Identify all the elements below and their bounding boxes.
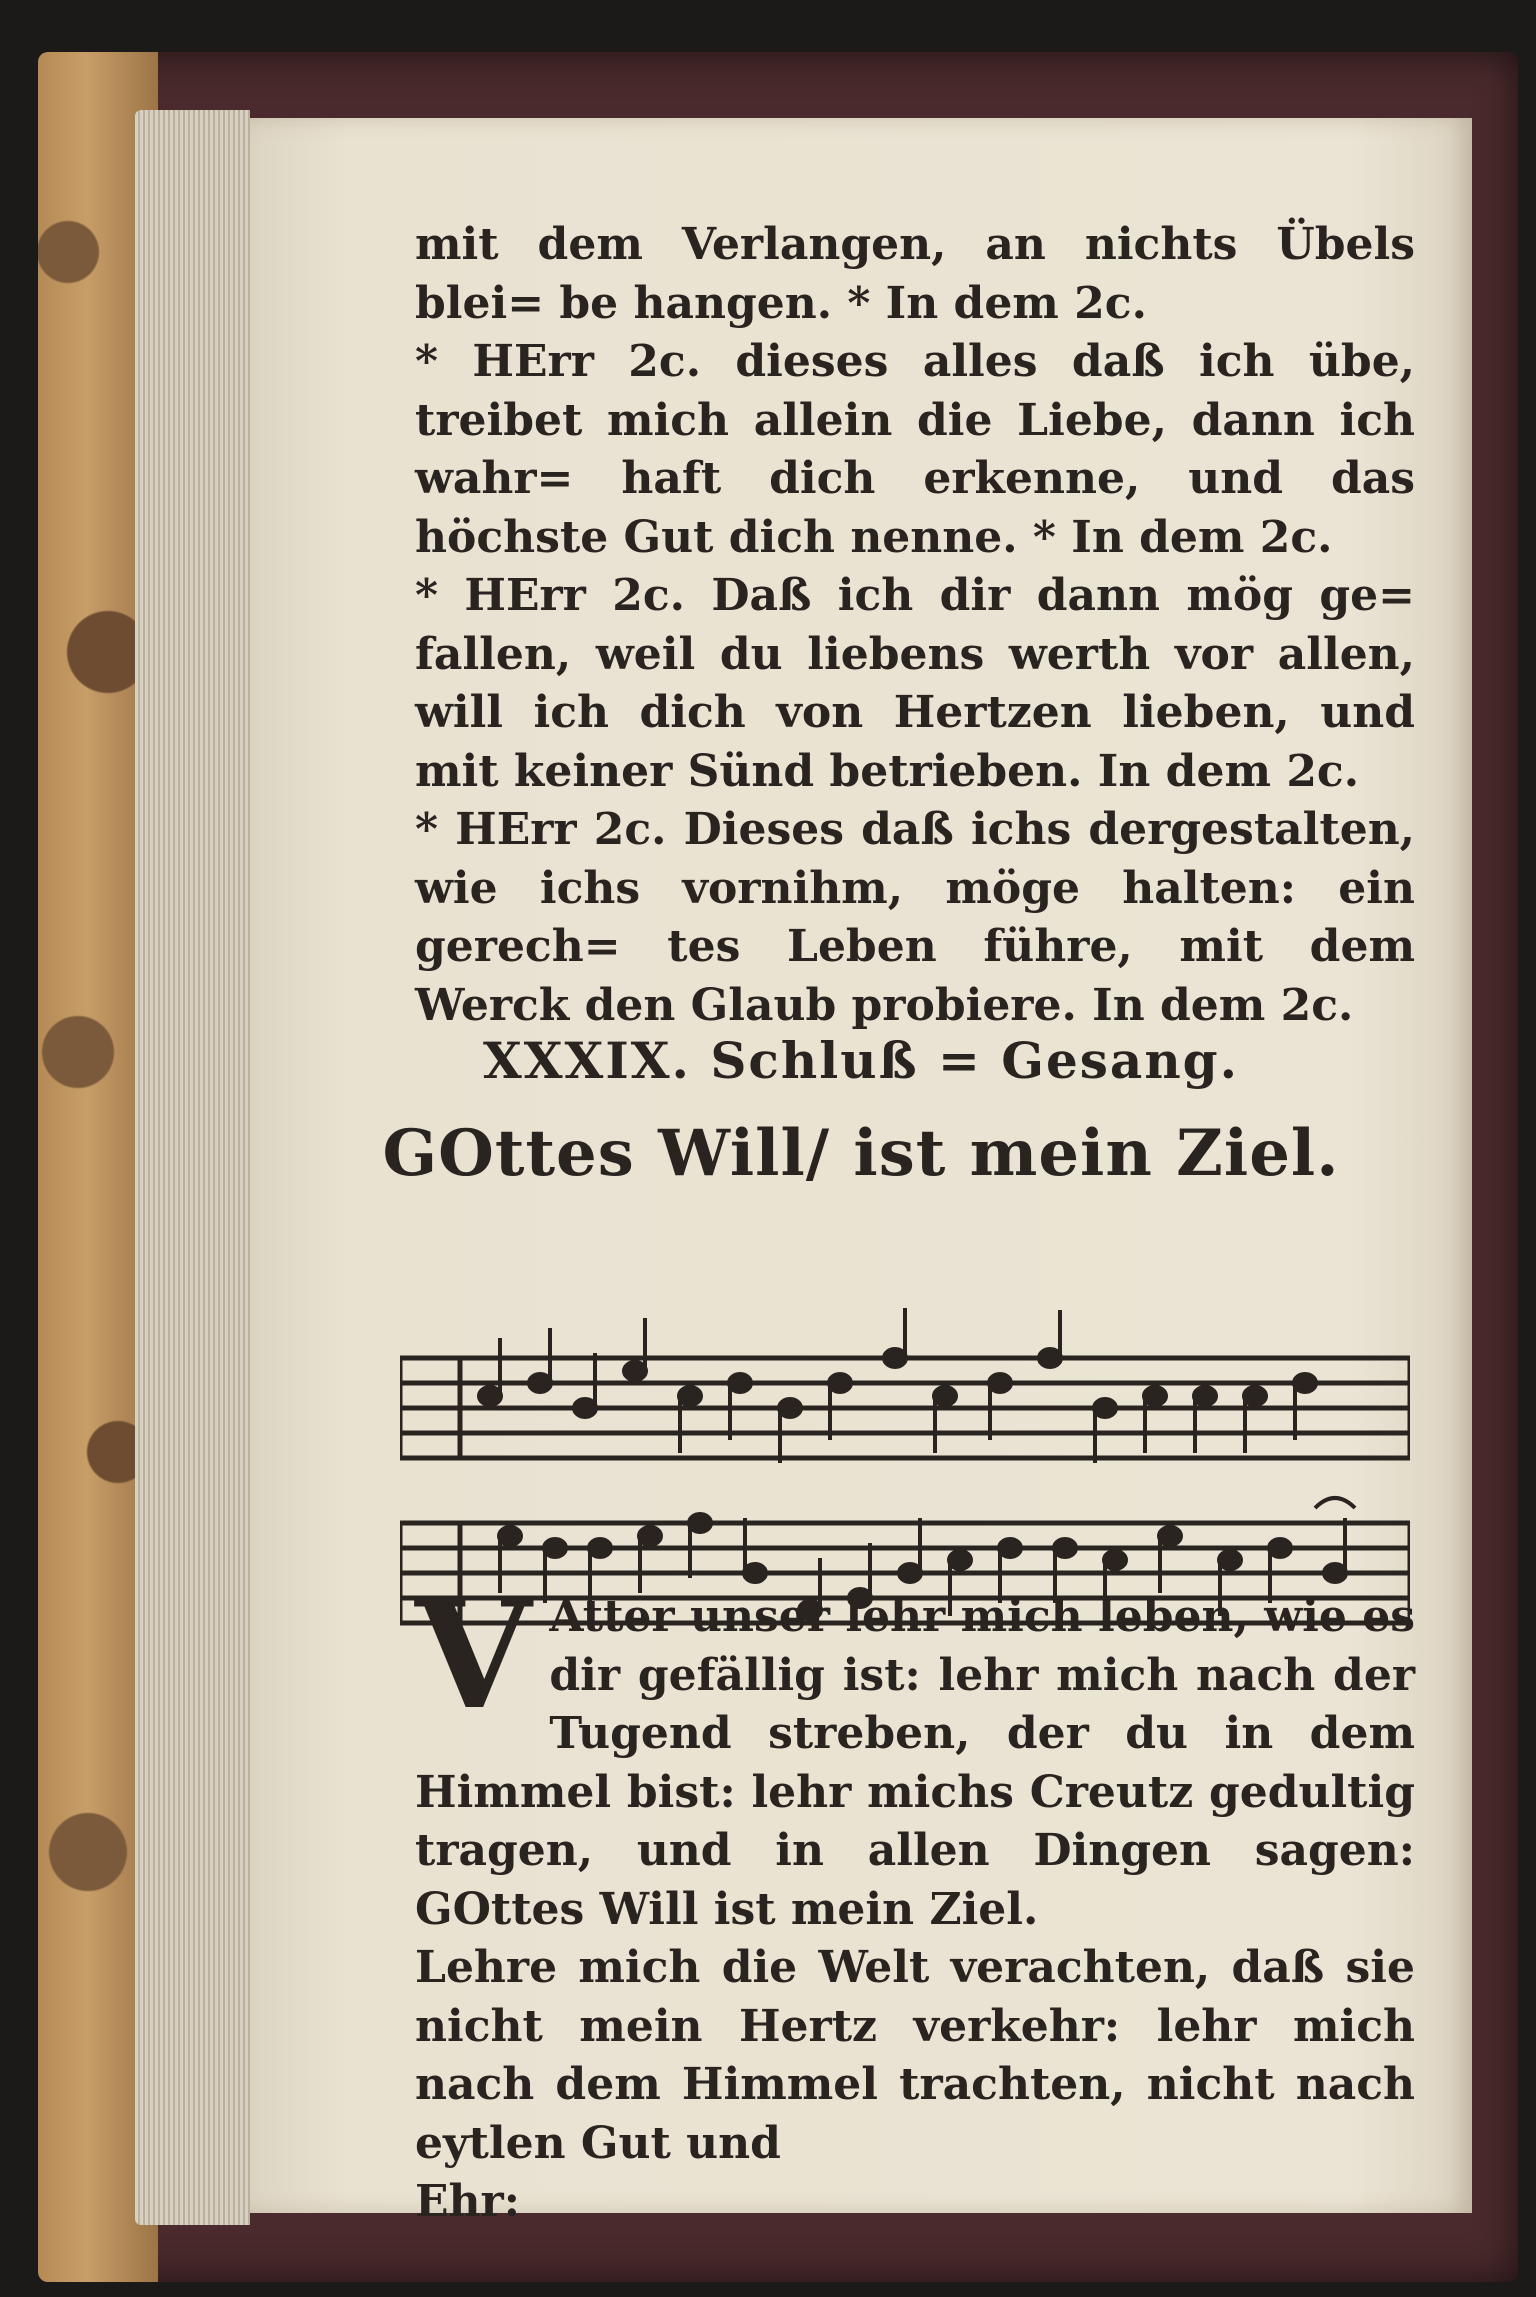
top-text-block xyxy=(415,216,1415,1035)
song-subtitle: GOttes Will/ ist mein Ziel. xyxy=(382,1116,1340,1191)
verse-paragraph: * HErr 2c. Dieses daß ichs dergestalten, wie ichs vornihm, möge halten: ein gerech= tes Leben führe, mit dem Werck den Glaub probiere. In dem 2c. xyxy=(415,804,1415,1031)
verse-paragraph xyxy=(415,1567,1415,1939)
verse-paragraph: * HErr 2c. Daß ich dir dann mög ge= fallen, weil du liebens werth vor allen, will ich dich von Hertzen lieben, und mit keiner Sünd betrieben. In dem 2c. xyxy=(415,570,1415,797)
drop-cap: V xyxy=(415,1567,532,1743)
song-title: XXXIX. Schluß = Gesang. xyxy=(482,1031,1240,1090)
verse-text: Atter unser lehr mich leben, wie es dir gefällig ist: lehr mich nach der Tugend streben, der du in dem Himmel bist: lehr michs Creutz gedultig tragen, und in allen Dingen sagen: GOttes Will ist mein Ziel. xyxy=(415,1591,1415,1935)
catchword: Ehr: xyxy=(415,2176,520,2227)
verse-continuation: mit dem Verlangen, an nichts Übels blei= be hangen. * In dem 2c. xyxy=(415,219,1415,329)
verse-paragraph: Lehre mich die Welt verachten, daß sie nicht mein Hertz verkehr: lehr mich nach dem Himmel trachten, nicht nach eytlen Gut und xyxy=(415,1942,1415,2169)
page-edges xyxy=(135,110,250,2225)
bottom-text-block xyxy=(415,1567,1415,2232)
verse-paragraph: * HErr 2c. dieses alles daß ich übe, treibet mich allein die Liebe, dann ich wahr= haft dich erkenne, und das höchste Gut dich nenne. * In dem 2c. xyxy=(415,336,1415,563)
book-page xyxy=(250,118,1472,2227)
